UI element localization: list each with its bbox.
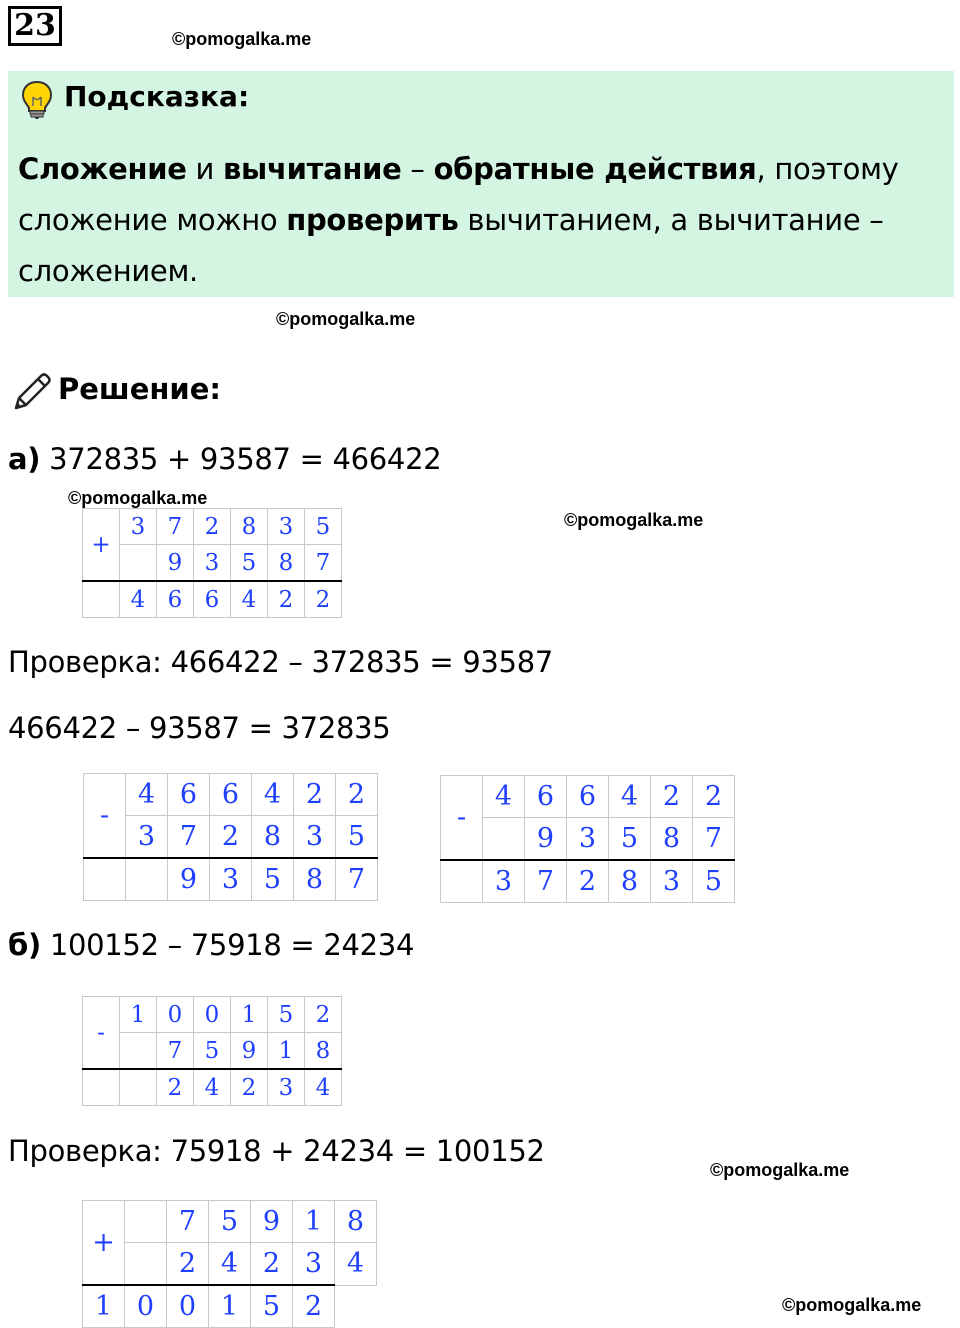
column-subtraction-b xyxy=(82,996,342,1106)
digit-cell: 3 xyxy=(194,545,231,582)
hint-text-part: вычитанием, а вычитание – сложением. xyxy=(18,203,884,288)
empty-cell xyxy=(120,1069,157,1106)
digit-cell: 8 xyxy=(231,509,268,545)
task-number: 23 xyxy=(8,6,62,46)
empty-cell xyxy=(125,1243,167,1286)
operator-sign: - xyxy=(83,997,120,1070)
empty-cell xyxy=(83,581,120,618)
empty-cell xyxy=(83,1069,120,1106)
watermark: ©pomogalka.me xyxy=(172,29,312,49)
digit-cell: 9 xyxy=(231,1033,268,1070)
digit-cell: 4 xyxy=(231,581,268,618)
digit-cell: 6 xyxy=(525,776,567,818)
equation-b xyxy=(8,928,414,962)
operator-sign: + xyxy=(83,1201,125,1286)
empty-cell xyxy=(126,858,168,901)
empty-cell xyxy=(125,1201,167,1243)
equation-b-text: 100152 – 75918 = 24234 xyxy=(40,928,415,962)
column-subtraction-a-2 xyxy=(440,775,735,903)
digit-cell: 4 xyxy=(209,1243,251,1286)
watermark: ©pomogalka.me xyxy=(710,1160,850,1180)
digit-cell: 5 xyxy=(305,509,342,545)
digit-cell: 4 xyxy=(335,1243,377,1286)
digit-cell: 2 xyxy=(194,509,231,545)
operator-sign: - xyxy=(441,776,483,861)
digit-cell: 3 xyxy=(210,858,252,901)
empty-cell xyxy=(483,818,525,861)
digit-cell: 7 xyxy=(525,860,567,903)
digit-cell: 8 xyxy=(268,545,305,582)
digit-cell: 7 xyxy=(693,818,735,861)
digit-cell: 6 xyxy=(168,774,210,816)
empty-cell xyxy=(120,545,157,582)
digit-cell: 2 xyxy=(305,581,342,618)
empty-cell xyxy=(84,858,126,901)
digit-cell: 4 xyxy=(305,1069,342,1106)
digit-cell: 2 xyxy=(305,997,342,1033)
digit-cell: 8 xyxy=(651,818,693,861)
digit-cell: 4 xyxy=(609,776,651,818)
check-a-1: Проверка: 466422 – 372835 = 93587 xyxy=(8,645,554,679)
digit-cell: 1 xyxy=(231,997,268,1033)
digit-cell: 2 xyxy=(651,776,693,818)
digit-cell: 4 xyxy=(194,1069,231,1106)
digit-cell: 1 xyxy=(209,1285,251,1328)
hint-text-part: – xyxy=(401,152,434,186)
hint-text-part: вычитание xyxy=(223,152,402,186)
hint-text-part: , поэтому сложение можно xyxy=(18,152,899,237)
digit-cell: 6 xyxy=(194,581,231,618)
operator-sign: - xyxy=(84,774,126,859)
digit-cell: 8 xyxy=(305,1033,342,1070)
digit-cell: 3 xyxy=(294,816,336,859)
digit-cell: 1 xyxy=(83,1285,125,1328)
digit-cell: 2 xyxy=(336,774,378,816)
hint-text-part: и xyxy=(186,152,223,186)
digit-cell: 3 xyxy=(268,509,305,545)
watermark: ©pomogalka.me xyxy=(276,309,416,329)
digit-cell: 0 xyxy=(167,1285,209,1328)
digit-cell: 5 xyxy=(231,545,268,582)
digit-cell: 5 xyxy=(251,1285,293,1328)
hint-text-part: обратные действия xyxy=(433,152,757,186)
label-b: б) xyxy=(8,928,41,962)
digit-cell: 2 xyxy=(693,776,735,818)
digit-cell: 5 xyxy=(609,818,651,861)
digit-cell: 2 xyxy=(268,581,305,618)
digit-cell: 2 xyxy=(293,1285,335,1328)
digit-cell: 3 xyxy=(651,860,693,903)
lightbulb-icon xyxy=(20,80,54,124)
digit-cell: 5 xyxy=(336,816,378,859)
empty-cell xyxy=(441,860,483,903)
digit-cell: 0 xyxy=(125,1285,167,1328)
digit-cell: 6 xyxy=(567,776,609,818)
column-addition-b xyxy=(82,1200,377,1328)
digit-cell: 7 xyxy=(336,858,378,901)
digit-cell: 5 xyxy=(252,858,294,901)
check-a-2: 466422 – 93587 = 372835 xyxy=(8,711,391,745)
digit-cell: 7 xyxy=(168,816,210,859)
digit-cell: 8 xyxy=(609,860,651,903)
digit-cell: 8 xyxy=(335,1201,377,1243)
digit-cell: 0 xyxy=(194,997,231,1033)
digit-cell: 3 xyxy=(126,816,168,859)
digit-cell: 4 xyxy=(126,774,168,816)
check-b-1: Проверка: 75918 + 24234 = 100152 xyxy=(8,1134,545,1168)
digit-cell: 5 xyxy=(693,860,735,903)
equation-a-text: 372835 + 93587 = 466422 xyxy=(40,442,442,476)
column-subtraction-a-1 xyxy=(83,773,378,901)
digit-cell: 0 xyxy=(157,997,194,1033)
solution-title: Решение: xyxy=(58,372,222,406)
digit-cell: 9 xyxy=(168,858,210,901)
digit-cell: 6 xyxy=(157,581,194,618)
digit-cell: 7 xyxy=(305,545,342,582)
digit-cell: 2 xyxy=(210,816,252,859)
digit-cell: 1 xyxy=(268,1033,305,1070)
column-addition-a xyxy=(82,508,342,618)
hint-title: Подсказка: xyxy=(64,80,250,113)
hint-text-part: проверить xyxy=(286,203,459,237)
digit-cell: 8 xyxy=(252,816,294,859)
label-a: а) xyxy=(8,442,41,476)
digit-cell: 3 xyxy=(567,818,609,861)
digit-cell: 2 xyxy=(231,1069,268,1106)
digit-cell: 4 xyxy=(120,581,157,618)
digit-cell: 3 xyxy=(268,1069,305,1106)
empty-cell xyxy=(120,1033,157,1070)
digit-cell: 4 xyxy=(252,774,294,816)
digit-cell: 1 xyxy=(293,1201,335,1243)
digit-cell: 9 xyxy=(157,545,194,582)
digit-cell: 7 xyxy=(167,1201,209,1243)
equation-a xyxy=(8,442,441,476)
digit-cell: 2 xyxy=(294,774,336,816)
digit-cell: 3 xyxy=(293,1243,335,1286)
digit-cell: 4 xyxy=(483,776,525,818)
watermark: ©pomogalka.me xyxy=(68,488,208,508)
digit-cell: 5 xyxy=(194,1033,231,1070)
digit-cell: 2 xyxy=(251,1243,293,1286)
digit-cell: 7 xyxy=(157,509,194,545)
digit-cell: 3 xyxy=(483,860,525,903)
digit-cell: 2 xyxy=(157,1069,194,1106)
pencil-icon xyxy=(10,370,54,418)
digit-cell: 6 xyxy=(210,774,252,816)
hint-text-part: Сложение xyxy=(18,152,187,186)
digit-cell: 5 xyxy=(268,997,305,1033)
digit-cell: 7 xyxy=(157,1033,194,1070)
digit-cell: 2 xyxy=(567,860,609,903)
watermark: ©pomogalka.me xyxy=(782,1295,922,1315)
digit-cell: 9 xyxy=(525,818,567,861)
watermark: ©pomogalka.me xyxy=(564,510,704,530)
hint-text xyxy=(18,144,938,297)
digit-cell: 2 xyxy=(167,1243,209,1286)
digit-cell: 8 xyxy=(294,858,336,901)
operator-sign: + xyxy=(83,509,120,582)
digit-cell: 5 xyxy=(209,1201,251,1243)
digit-cell: 3 xyxy=(120,509,157,545)
digit-cell: 9 xyxy=(251,1201,293,1243)
digit-cell: 1 xyxy=(120,997,157,1033)
